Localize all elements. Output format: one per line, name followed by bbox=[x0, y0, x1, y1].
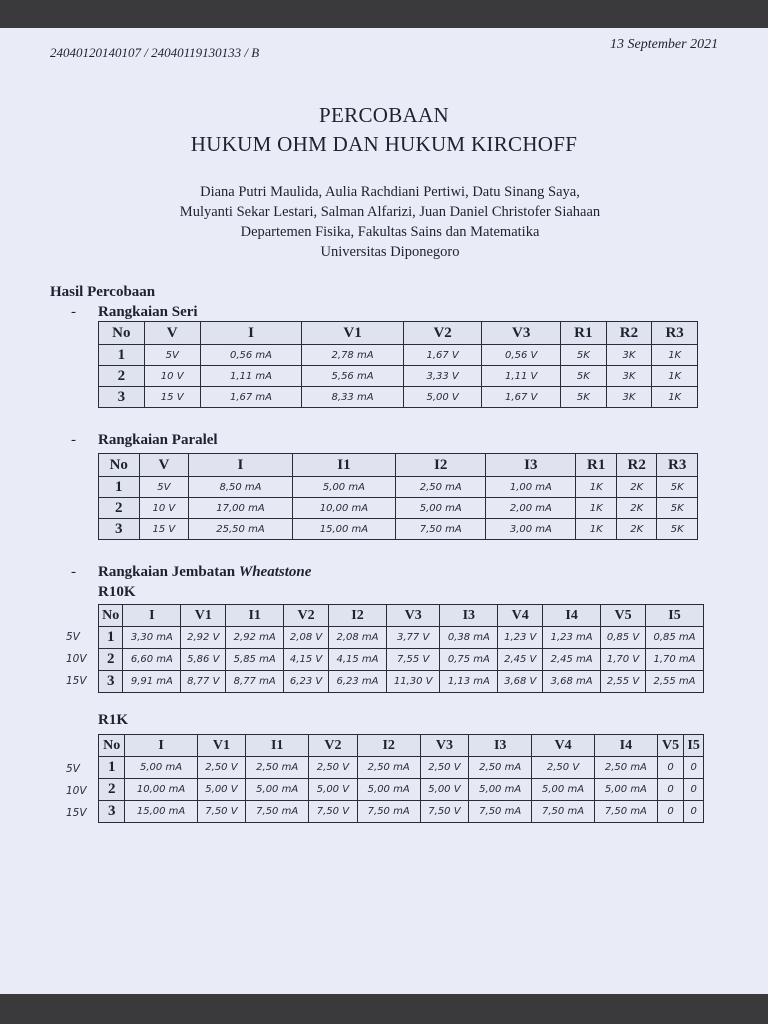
department-line: Departemen Fisika, Fakultas Sains dan Matematika bbox=[240, 224, 540, 240]
table-cell: 0,38 mA bbox=[440, 627, 498, 649]
table-cell: 7,50 mA bbox=[357, 801, 420, 823]
table-cell: 5K bbox=[657, 477, 698, 498]
table-row bbox=[99, 757, 704, 779]
wheatstone-dash: - bbox=[71, 564, 76, 580]
column-header: V1 bbox=[302, 322, 404, 345]
table-cell: 2K bbox=[616, 498, 657, 519]
column-header: V5 bbox=[601, 605, 646, 627]
table-cell: 5K bbox=[657, 519, 698, 540]
table-cell: 4,15 V bbox=[284, 649, 329, 671]
column-header: V5 bbox=[657, 735, 683, 757]
column-header: I2 bbox=[396, 454, 486, 477]
table-cell: 3,68 mA bbox=[543, 671, 601, 693]
results-heading: Hasil Percobaan bbox=[50, 284, 156, 300]
column-header: No bbox=[99, 454, 140, 477]
column-header: R1 bbox=[560, 322, 606, 345]
table-cell: 5,00 mA bbox=[396, 498, 486, 519]
table-cell: 2K bbox=[616, 519, 657, 540]
table-cell: 2,50 V bbox=[532, 757, 595, 779]
table-cell: 5V bbox=[139, 477, 189, 498]
table-cell: 2,50 mA bbox=[469, 757, 532, 779]
authors-line-1: Diana Putri Maulida, Aulia Rachdiani Pertiwi, Datu Sinang Saya, bbox=[200, 184, 580, 200]
column-header: V3 bbox=[482, 322, 561, 345]
table-cell: 2,78 mA bbox=[302, 345, 404, 366]
table-cell: 1K bbox=[652, 366, 698, 387]
student-ids: 24040120140107 / 24040119130133 / B bbox=[50, 45, 260, 60]
table-cell: 15,00 mA bbox=[125, 801, 197, 823]
column-header: V3 bbox=[386, 605, 439, 627]
table-cell: 3K bbox=[606, 387, 652, 408]
voltage-side-label: 5V bbox=[66, 631, 80, 643]
table-cell: 10 V bbox=[139, 498, 189, 519]
row-number-cell: 1 bbox=[99, 477, 140, 498]
table-cell: 7,50 mA bbox=[246, 801, 309, 823]
table-cell: 25,50 mA bbox=[189, 519, 292, 540]
column-header: V1 bbox=[181, 605, 226, 627]
column-header: V4 bbox=[498, 605, 543, 627]
table-cell: 0,56 V bbox=[482, 345, 561, 366]
table-cell: 1,70 V bbox=[601, 649, 646, 671]
voltage-side-label: 15V bbox=[66, 675, 87, 687]
document-date: 13 September 2021 bbox=[610, 37, 719, 52]
table-cell: 7,50 V bbox=[197, 801, 246, 823]
header-row bbox=[99, 454, 698, 477]
parallel-heading bbox=[71, 432, 218, 449]
wheatstone-title-plain: Rangkaian Jembatan bbox=[98, 564, 239, 580]
table-row bbox=[99, 477, 698, 498]
voltage-side-label: 5V bbox=[66, 763, 80, 775]
column-header: R2 bbox=[606, 322, 652, 345]
table-cell: 5,00 mA bbox=[594, 779, 657, 801]
table-cell: 2,50 V bbox=[309, 757, 358, 779]
row-number-cell: 3 bbox=[99, 387, 145, 408]
row-number-cell: 1 bbox=[99, 757, 125, 779]
table-cell: 2,55 mA bbox=[645, 671, 703, 693]
r1k-table bbox=[98, 734, 704, 823]
table-cell: 2,50 V bbox=[197, 757, 246, 779]
row-number-cell: 3 bbox=[99, 801, 125, 823]
wheatstone-title-italic: Wheatstone bbox=[238, 564, 312, 580]
table-row bbox=[99, 345, 698, 366]
r1k-label: R1K bbox=[98, 712, 128, 728]
table-cell: 1,13 mA bbox=[440, 671, 498, 693]
table-cell: 5,00 mA bbox=[532, 779, 595, 801]
row-number-cell: 1 bbox=[99, 345, 145, 366]
column-header: I1 bbox=[292, 454, 395, 477]
table-cell: 8,77 mA bbox=[226, 671, 284, 693]
table-cell: 7,50 mA bbox=[594, 801, 657, 823]
parallel-table bbox=[98, 453, 698, 540]
table-cell: 4,15 mA bbox=[329, 649, 387, 671]
table-cell: 7,50 V bbox=[420, 801, 469, 823]
table-cell: 8,77 V bbox=[181, 671, 226, 693]
table-cell: 2,50 V bbox=[420, 757, 469, 779]
table-cell: 5K bbox=[657, 498, 698, 519]
table-row bbox=[99, 498, 698, 519]
table-cell: 5K bbox=[560, 387, 606, 408]
parallel-title: Rangkaian Paralel bbox=[98, 432, 218, 448]
column-header: I5 bbox=[684, 735, 704, 757]
table-cell: 15 V bbox=[139, 519, 189, 540]
table-row bbox=[99, 366, 698, 387]
table-cell: 5,00 mA bbox=[357, 779, 420, 801]
table-cell: 6,60 mA bbox=[123, 649, 181, 671]
table-cell: 5,00 mA bbox=[292, 477, 395, 498]
table-cell: 0,56 mA bbox=[200, 345, 302, 366]
table-cell: 2,50 mA bbox=[246, 757, 309, 779]
row-number-cell: 3 bbox=[99, 519, 140, 540]
row-number-cell: 2 bbox=[99, 498, 140, 519]
table-cell: 11,30 V bbox=[386, 671, 439, 693]
parallel-dash: - bbox=[71, 432, 76, 448]
table-cell: 7,50 mA bbox=[396, 519, 486, 540]
table-cell: 5,86 V bbox=[181, 649, 226, 671]
table-cell: 0 bbox=[684, 801, 704, 823]
table-cell: 2,92 V bbox=[181, 627, 226, 649]
table-cell: 3,30 mA bbox=[123, 627, 181, 649]
table-cell: 1,67 V bbox=[482, 387, 561, 408]
column-header: V4 bbox=[532, 735, 595, 757]
table-cell: 5,00 mA bbox=[125, 757, 197, 779]
table-cell: 5,56 mA bbox=[302, 366, 404, 387]
table-cell: 1K bbox=[652, 345, 698, 366]
column-header: I bbox=[123, 605, 181, 627]
table-cell: 2,00 mA bbox=[486, 498, 576, 519]
authors-block bbox=[130, 182, 650, 262]
table-cell: 1,23 mA bbox=[543, 627, 601, 649]
table-cell: 0 bbox=[684, 779, 704, 801]
table-cell: 0,85 V bbox=[601, 627, 646, 649]
header-row bbox=[99, 735, 704, 757]
column-header: I bbox=[125, 735, 197, 757]
voltage-side-label: 10V bbox=[66, 653, 87, 665]
table-cell: 0 bbox=[657, 801, 683, 823]
column-header: I4 bbox=[543, 605, 601, 627]
table-cell: 5,00 mA bbox=[469, 779, 532, 801]
r10k-label: R10K bbox=[98, 584, 136, 600]
table-cell: 5,00 V bbox=[403, 387, 482, 408]
column-header: R2 bbox=[616, 454, 657, 477]
series-table bbox=[98, 321, 698, 408]
wheatstone-heading bbox=[71, 564, 312, 581]
column-header: V2 bbox=[309, 735, 358, 757]
table-cell: 2,50 mA bbox=[357, 757, 420, 779]
table-cell: 3,00 mA bbox=[486, 519, 576, 540]
table-cell: 3K bbox=[606, 366, 652, 387]
table-cell: 2,45 V bbox=[498, 649, 543, 671]
column-header: V bbox=[144, 322, 200, 345]
table-cell: 0 bbox=[657, 757, 683, 779]
column-header: I bbox=[189, 454, 292, 477]
table-cell: 5,00 V bbox=[420, 779, 469, 801]
column-header: V2 bbox=[403, 322, 482, 345]
table-cell: 3,77 V bbox=[386, 627, 439, 649]
table-cell: 1,70 mA bbox=[645, 649, 703, 671]
title-line-1: PERCOBAAN bbox=[319, 103, 449, 127]
column-header: No bbox=[99, 605, 123, 627]
authors-line-2: Mulyanti Sekar Lestari, Salman Alfarizi, Juan Daniel Christofer Siahaan bbox=[179, 204, 601, 220]
table-cell: 1,11 V bbox=[482, 366, 561, 387]
table-cell: 6,23 mA bbox=[329, 671, 387, 693]
table-row bbox=[99, 671, 704, 693]
row-number-cell: 2 bbox=[99, 649, 123, 671]
table-cell: 10 V bbox=[144, 366, 200, 387]
table-cell: 2,50 mA bbox=[594, 757, 657, 779]
column-header: I bbox=[200, 322, 302, 345]
table-cell: 1K bbox=[576, 519, 617, 540]
row-number-cell: 2 bbox=[99, 366, 145, 387]
column-header: I4 bbox=[594, 735, 657, 757]
series-title: Rangkaian Seri bbox=[98, 304, 198, 320]
table-cell: 2K bbox=[616, 477, 657, 498]
table-cell: 5K bbox=[560, 366, 606, 387]
column-header: I1 bbox=[226, 605, 284, 627]
table-cell: 0,85 mA bbox=[645, 627, 703, 649]
column-header: V1 bbox=[197, 735, 246, 757]
r10k-table bbox=[98, 604, 704, 693]
table-cell: 1K bbox=[576, 477, 617, 498]
column-header: I3 bbox=[486, 454, 576, 477]
table-row bbox=[99, 387, 698, 408]
table-cell: 1,23 V bbox=[498, 627, 543, 649]
row-number-cell: 1 bbox=[99, 627, 123, 649]
voltage-side-label: 15V bbox=[66, 807, 87, 819]
table-cell: 5,00 V bbox=[309, 779, 358, 801]
table-cell: 7,50 V bbox=[309, 801, 358, 823]
table-cell: 15,00 mA bbox=[292, 519, 395, 540]
table-cell: 7,55 V bbox=[386, 649, 439, 671]
column-header: I3 bbox=[469, 735, 532, 757]
table-cell: 2,08 V bbox=[284, 627, 329, 649]
table-cell: 10,00 mA bbox=[292, 498, 395, 519]
series-dash: - bbox=[71, 304, 76, 320]
table-row bbox=[99, 627, 704, 649]
voltage-side-label: 10V bbox=[66, 785, 87, 797]
table-cell: 1,67 V bbox=[403, 345, 482, 366]
table-cell: 1,11 mA bbox=[200, 366, 302, 387]
column-header: R3 bbox=[657, 454, 698, 477]
column-header: No bbox=[99, 735, 125, 757]
row-number-cell: 3 bbox=[99, 671, 123, 693]
column-header: R3 bbox=[652, 322, 698, 345]
table-cell: 1,00 mA bbox=[486, 477, 576, 498]
column-header: R1 bbox=[576, 454, 617, 477]
column-header: I1 bbox=[246, 735, 309, 757]
table-cell: 2,45 mA bbox=[543, 649, 601, 671]
column-header: V3 bbox=[420, 735, 469, 757]
table-cell: 0 bbox=[684, 757, 704, 779]
table-row bbox=[99, 801, 704, 823]
header-row bbox=[99, 605, 704, 627]
table-cell: 7,50 mA bbox=[469, 801, 532, 823]
table-cell: 3,68 V bbox=[498, 671, 543, 693]
university-line: Universitas Diponegoro bbox=[320, 244, 460, 260]
column-header: V bbox=[139, 454, 189, 477]
table-cell: 3,33 V bbox=[403, 366, 482, 387]
table-cell: 7,50 mA bbox=[532, 801, 595, 823]
table-cell: 2,50 mA bbox=[396, 477, 486, 498]
column-header: I2 bbox=[329, 605, 387, 627]
column-header: I2 bbox=[357, 735, 420, 757]
table-cell: 1K bbox=[652, 387, 698, 408]
table-cell: 6,23 V bbox=[284, 671, 329, 693]
table-cell: 8,50 mA bbox=[189, 477, 292, 498]
table-cell: 1,67 mA bbox=[200, 387, 302, 408]
table-cell: 5K bbox=[560, 345, 606, 366]
table-cell: 5V bbox=[144, 345, 200, 366]
column-header: No bbox=[99, 322, 145, 345]
table-cell: 5,85 mA bbox=[226, 649, 284, 671]
table-cell: 2,92 mA bbox=[226, 627, 284, 649]
table-cell: 2,08 mA bbox=[329, 627, 387, 649]
header-row bbox=[99, 322, 698, 345]
table-cell: 8,33 mA bbox=[302, 387, 404, 408]
row-number-cell: 2 bbox=[99, 779, 125, 801]
table-cell: 0 bbox=[657, 779, 683, 801]
table-row bbox=[99, 779, 704, 801]
document-page bbox=[0, 28, 768, 994]
column-header: I5 bbox=[645, 605, 703, 627]
table-cell: 1K bbox=[576, 498, 617, 519]
table-row bbox=[99, 519, 698, 540]
table-cell: 2,55 V bbox=[601, 671, 646, 693]
table-cell: 10,00 mA bbox=[125, 779, 197, 801]
table-cell: 5,00 V bbox=[197, 779, 246, 801]
table-cell: 0,75 mA bbox=[440, 649, 498, 671]
column-header: I3 bbox=[440, 605, 498, 627]
title-line-2: HUKUM OHM DAN HUKUM KIRCHOFF bbox=[190, 132, 578, 156]
table-cell: 17,00 mA bbox=[189, 498, 292, 519]
series-heading bbox=[71, 304, 198, 321]
table-cell: 3K bbox=[606, 345, 652, 366]
table-cell: 5,00 mA bbox=[246, 779, 309, 801]
table-row bbox=[99, 649, 704, 671]
column-header: V2 bbox=[284, 605, 329, 627]
table-cell: 9,91 mA bbox=[123, 671, 181, 693]
table-cell: 15 V bbox=[144, 387, 200, 408]
